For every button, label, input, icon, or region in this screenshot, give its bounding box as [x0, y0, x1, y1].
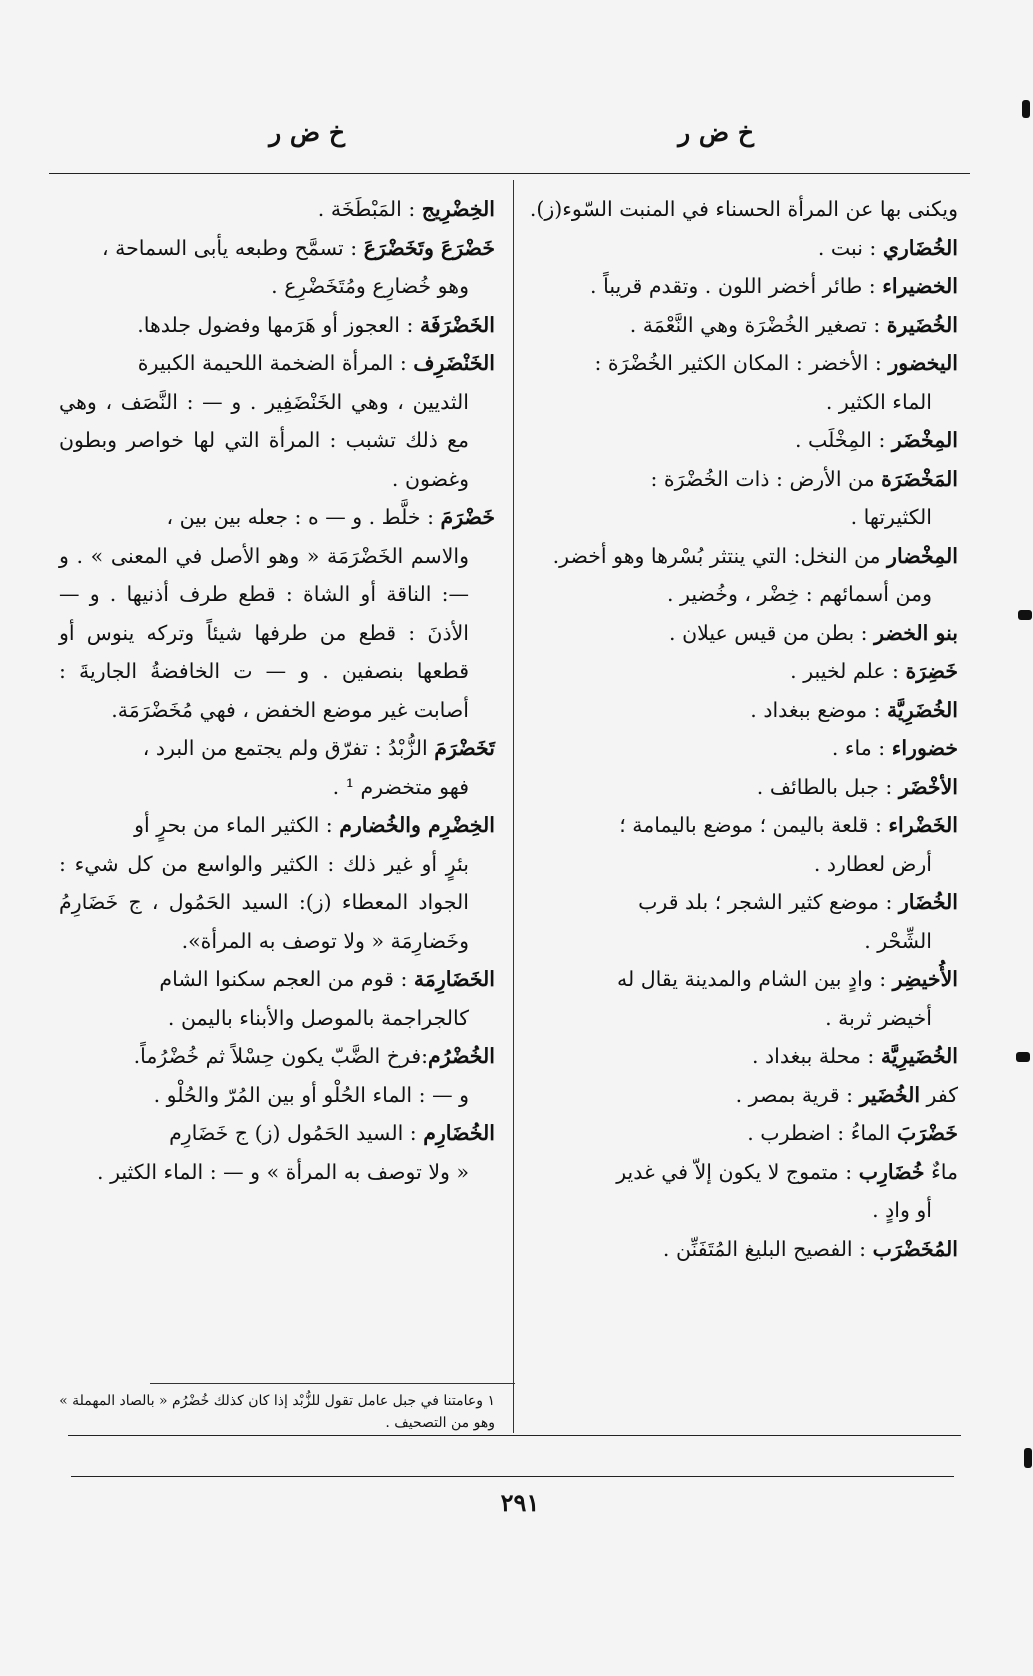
entry-definition: من النخل: التي ينتثر بُسْرها وهو أخضر.: [552, 543, 888, 568]
entry-continuation: كالجراجمة بالموصل والأبناء باليمن .: [167, 1005, 469, 1030]
edge-mark: [1018, 610, 1032, 620]
entry-definition: : وادٍ بين الشام والمدينة يقال له: [616, 967, 893, 991]
dictionary-entry: [528, 1230, 958, 1269]
entry-prefix: كفر: [920, 1082, 958, 1107]
dictionary-entry: [528, 344, 958, 421]
bottom-rule: [68, 1435, 961, 1436]
entry-headword: خضوراء: [891, 736, 958, 760]
header-left: خ ض ر: [269, 118, 345, 147]
entry-definition: الماءُ : اضطرب .: [747, 1121, 897, 1145]
entry-headword: الخُضَيرة: [886, 312, 958, 337]
entry-headword: المُخَضْرَب: [872, 1236, 958, 1261]
dictionary-entry: [528, 267, 958, 306]
dictionary-entry: [528, 460, 958, 537]
entry-continuation: أخيضر ثربة .: [825, 1005, 932, 1030]
entry-headword: اليخضور: [888, 351, 958, 375]
entry-headword: الخَضَارِمَة: [413, 967, 495, 991]
dictionary-entry: [59, 1037, 495, 1114]
dictionary-entry: [528, 768, 958, 807]
bottom-rule-2: [71, 1476, 954, 1477]
entry-headword: بنو الخضر: [874, 620, 958, 645]
entry-continuation: أرض لعطارد .: [813, 851, 932, 876]
column-divider: [513, 180, 514, 1433]
dictionary-entry: [528, 614, 958, 653]
entry-definition: : السيد الحَمُول (ز) ج خَضَارِم: [169, 1121, 424, 1145]
dictionary-entry: [59, 344, 495, 498]
entry-headword: الأخْضَر: [898, 774, 958, 799]
dictionary-entry: [59, 306, 495, 345]
dictionary-entry: [528, 1037, 958, 1076]
dictionary-entry: [528, 190, 958, 229]
entry-definition: : متموج لا يكون إلاّ في غدير: [616, 1159, 859, 1184]
dictionary-entry: [59, 190, 495, 229]
dictionary-entry: [59, 806, 495, 960]
entry-headword: الخِضْرِم والخُضارم: [339, 813, 495, 837]
entry-definition: : المَبْطَخَة .: [317, 197, 422, 221]
entry-definition: : المِخْلَب .: [794, 428, 892, 452]
entry-definition: : نبت .: [817, 235, 883, 260]
edge-mark: [1016, 1052, 1030, 1062]
entry-headword: الخِضْرِيج: [421, 197, 495, 221]
dictionary-entry: [528, 652, 958, 691]
entry-headword: الخضيراء: [882, 274, 958, 298]
entry-definition: : العجوز أو هَرَمها وفضول جلدها.: [137, 312, 420, 337]
entry-headword: الأُخيضِر: [892, 967, 958, 991]
entry-continuation: فهو متخضرم ¹ .: [332, 774, 469, 799]
dictionary-entry: [59, 498, 495, 729]
dictionary-entry: [528, 691, 958, 730]
entry-headword: خَضْرَعَ وتَخَضْرَعَ: [363, 235, 495, 260]
entry-definition: :فرخ الضَّبّ يكون حِسْلاً ثم خُضْرُماً.: [133, 1044, 429, 1068]
entry-definition: : موضع ببغداد .: [750, 697, 888, 722]
right-column: [528, 190, 958, 1268]
dictionary-entry: [59, 729, 495, 806]
entry-headword: خَضْرَبَ: [896, 1121, 958, 1145]
top-rule: [49, 173, 970, 174]
entry-definition: : طائر أخضر اللون . وتقدم قريباً .: [590, 274, 883, 298]
entry-definition: : قرية بمصر .: [735, 1082, 860, 1107]
dictionary-entry: [528, 1153, 958, 1230]
entry-definition: : ماء .: [831, 736, 892, 760]
entry-definition: : خلَّط . و — ه : جعله بين بين ،: [166, 505, 441, 529]
dictionary-entry: [528, 960, 958, 1037]
entry-definition: : الأخضر : المكان الكثير الخُضْرَة :: [594, 351, 889, 375]
entry-headword: الخُضَير: [859, 1082, 921, 1107]
dictionary-entry: [528, 229, 958, 268]
entry-continuation: بئرٍ أو غير ذلك : الكثير والواسع من كل شيء : الجواد المعطاء (ز): السيد الحَمُول ، ج خَضَارِمُ وخَضارِمَة « ولا توصف به المرأة».: [59, 851, 469, 953]
entry-continuation: وهو خُضارِع ومُتَخَضْرِع .: [271, 274, 469, 298]
entry-headword: خَضْرَمَ: [440, 505, 495, 529]
footnote: ١ وعامتنا في جبل عامل تقول للزُّبْد إذا كان كذلك خُضْرُم « بالصاد المهملة » وهو من التصحيف .: [59, 1393, 495, 1431]
entry-continuation: « ولا توصف به المرأة » و — : الماء الكثير .: [97, 1159, 469, 1184]
entry-continuation: والاسم الخَضْرَمَة « وهو الأصل في المعنى » . و —: الناقة أو الشاة : قطع طرف أذنيها . و — الأذنَ : قطع من طرفها شيئاً وتركه ينوس أو قطعها بنصفين . و — ت الخافضةُ الجاريةَ : أصابت غير موضع الخفض ، فهي مُخَضْرَمَة.: [59, 543, 469, 722]
entry-headword: خَضِرَة: [905, 659, 958, 683]
edge-mark: [1024, 1448, 1032, 1468]
entry-headword: الخَضْراء: [888, 813, 958, 837]
dictionary-entry: [59, 1114, 495, 1191]
entry-headword: الخُضَيرِيَّة: [880, 1044, 958, 1068]
dictionary-entry: [528, 729, 958, 768]
entry-definition: الزُّبْدُ : تفرّق ولم يجتمع من البرد ،: [142, 736, 435, 760]
entry-continuation: الثديين ، وهي الخَنْضَفِير . و — : النَّصَف ، وهي مع ذلك تشبب : المرأة التي لها خواصر وبطون وغضون .: [59, 389, 469, 491]
entry-definition: : قلعة باليمن ؛ موضع باليمامة ؛: [619, 813, 889, 837]
edge-mark: [1022, 100, 1030, 118]
entry-definition: : تصغير الخُضْرَة وهي النَّعْمَة .: [629, 312, 887, 337]
left-column: [59, 190, 495, 1191]
footnote-rule: [150, 1383, 515, 1384]
entry-prefix: ماءٌ: [924, 1159, 958, 1184]
entry-continuation: الشِّحْر .: [864, 928, 932, 953]
dictionary-entry: [528, 1114, 958, 1153]
entry-definition: : موضع كثير الشجر ؛ بلد قرب: [638, 890, 899, 914]
entry-continuation: و — : الماء الحُلْو أو بين المُرّ والحُلْو .: [153, 1082, 469, 1107]
dictionary-entry: [59, 229, 495, 306]
entry-definition: : تسمَّح وطبعه يأبى السماحة ،: [101, 235, 364, 260]
entry-definition: من الأرض : ذات الخُضْرَة :: [650, 466, 882, 491]
entry-headword: الخُضَاري: [882, 235, 958, 260]
entry-headword: الخُضَار: [898, 890, 958, 914]
entry-definition: : جبل بالطائف .: [756, 774, 899, 799]
entry-headword: خُضَارِب: [858, 1159, 925, 1184]
entry-definition: : الفصيح البليغ المُتَفَنِّن .: [662, 1236, 873, 1261]
entry-definition: : المرأة الضخمة اللحيمة الكبيرة: [137, 351, 414, 375]
entry-headword: الخُضَرِيَّة: [887, 697, 958, 722]
entry-definition: ويكنى بها عن المرأة الحسناء في المنبت السّوء(ز).: [529, 197, 958, 221]
entry-continuation: الماء الكثير .: [825, 389, 932, 414]
entry-headword: المَخْضَرَة: [881, 466, 958, 491]
entry-continuation: ومن أسمائهم : خِضْر ، وخُضير .: [667, 582, 932, 606]
entry-headword: الخُضْرُم: [428, 1044, 495, 1068]
entry-headword: المِخْضار: [887, 543, 958, 568]
entry-definition: : علم لخيبر .: [790, 659, 906, 683]
page-number: ٢٩١: [500, 1488, 540, 1517]
entry-headword: تَخَضْرَمَ: [434, 736, 495, 760]
dictionary-entry: [528, 883, 958, 960]
dictionary-entry: [528, 537, 958, 614]
entry-headword: الخَضْرَفَة: [419, 312, 495, 337]
dictionary-entry: [59, 960, 495, 1037]
entry-definition: : قوم من العجم سكنوا الشام: [159, 967, 414, 991]
dictionary-entry: [528, 306, 958, 345]
entry-definition: : محلة ببغداد .: [751, 1044, 881, 1068]
entry-headword: المِخْضَر: [891, 428, 958, 452]
entry-definition: : بطن من قيس عيلان .: [669, 620, 875, 645]
dictionary-entry: [528, 421, 958, 460]
dictionary-entry: [528, 1076, 958, 1115]
entry-continuation: الكثيرتها .: [850, 505, 932, 529]
entry-headword: الخَنْضَرِف: [413, 351, 495, 375]
entry-headword: الخُضَارِم: [423, 1121, 495, 1145]
dictionary-entry: [528, 806, 958, 883]
entry-definition: : الكثير الماء من بحرٍ أو: [134, 813, 340, 837]
entry-continuation: أو وادٍ .: [872, 1198, 932, 1222]
header-right: خ ض ر: [678, 118, 754, 147]
